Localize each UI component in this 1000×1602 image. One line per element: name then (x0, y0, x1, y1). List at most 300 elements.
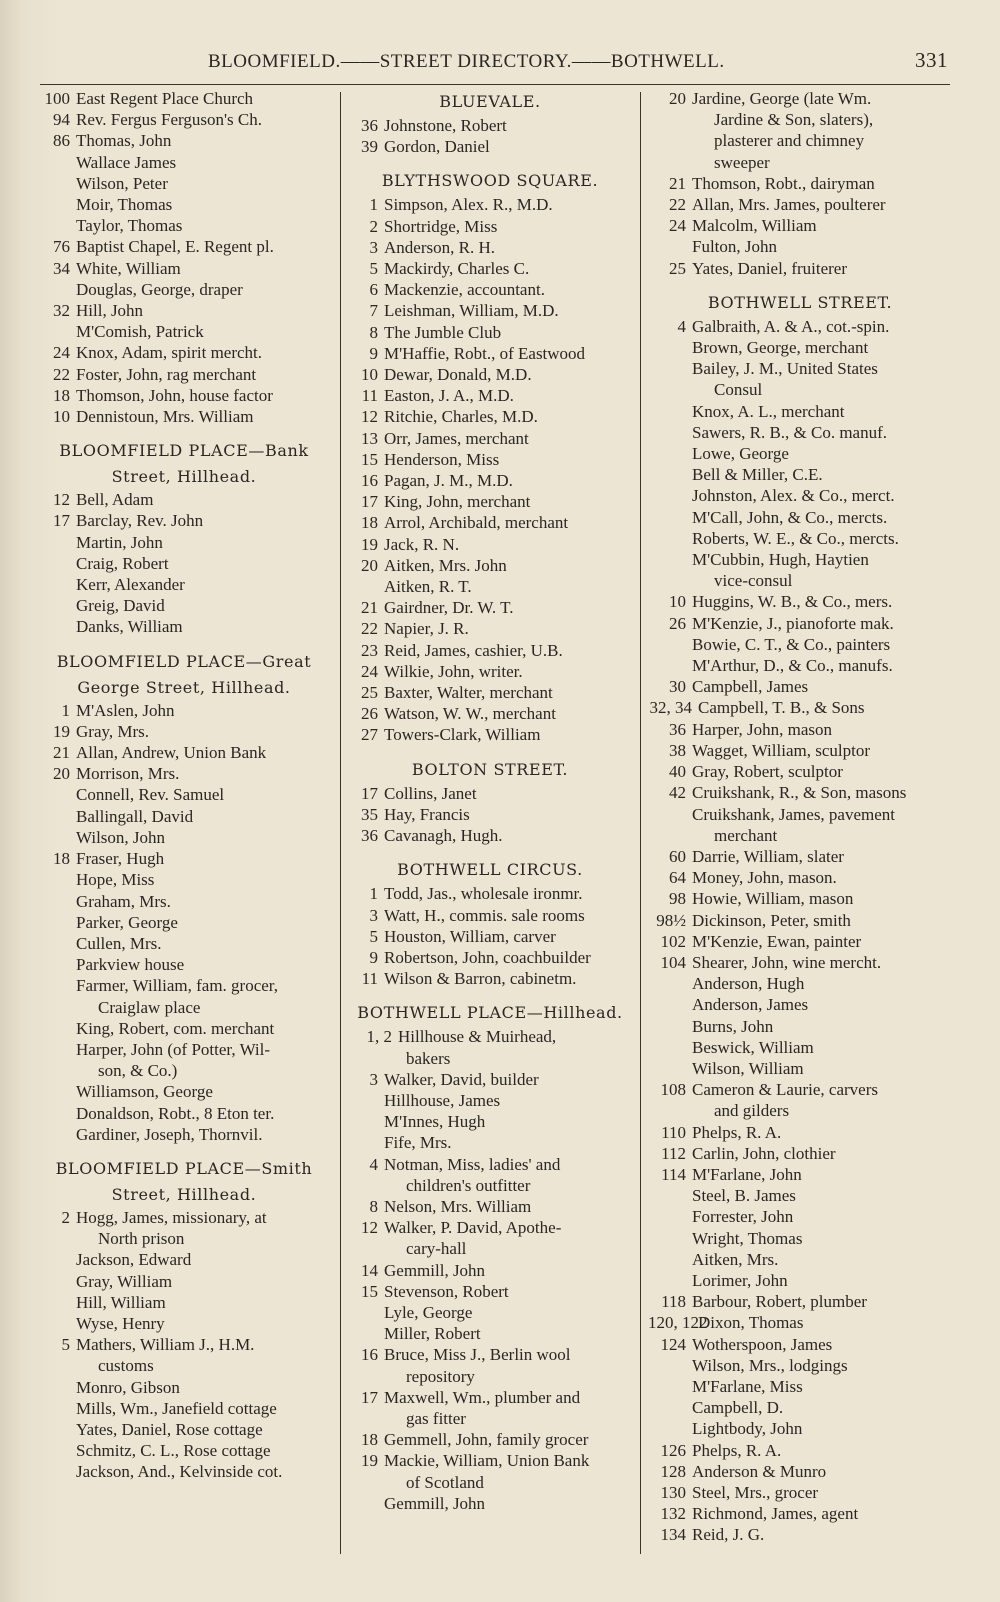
directory-entry (648, 485, 952, 506)
directory-entry (348, 1069, 632, 1090)
house-number: 21 (361, 598, 378, 618)
street-heading (348, 88, 632, 115)
directory-entry (648, 337, 952, 358)
house-number (34, 1377, 76, 1398)
directory-entry (348, 597, 632, 618)
resident-name: Wallace James (76, 152, 177, 172)
house-number (34, 279, 76, 300)
directory-entry (648, 994, 952, 1015)
directory-entry (648, 1016, 952, 1037)
directory-entry (34, 194, 334, 215)
house-number (648, 1100, 692, 1121)
house-number (34, 1039, 76, 1060)
house-number (648, 1397, 692, 1418)
resident-name: Wilkie, John, writer. (384, 661, 523, 681)
house-number (34, 1461, 76, 1482)
house-number: 98 (669, 889, 686, 909)
resident-name: M'Haffie, Robt., of Eastwood (384, 343, 586, 363)
house-number (34, 1060, 76, 1081)
house-number: 38 (669, 740, 686, 760)
resident-name: Parker, George (76, 912, 178, 932)
street-heading (648, 289, 952, 316)
directory-entry (34, 406, 334, 427)
resident-name: Orr, James, merchant (384, 428, 529, 448)
directory-entry (34, 342, 334, 363)
directory-entry (348, 322, 632, 343)
street-heading (34, 437, 334, 489)
house-number: 4 (369, 1154, 378, 1174)
resident-name: Henderson, Miss (384, 449, 500, 469)
directory-entry (34, 553, 334, 574)
street-name: BOTHWELL PLACE—Hillhead. (357, 1003, 623, 1023)
house-number: 8 (369, 1196, 378, 1216)
directory-entry (348, 905, 632, 926)
resident-name: Ballingall, David (76, 806, 194, 826)
house-number: 10 (361, 365, 378, 385)
house-number (34, 574, 76, 595)
resident-name: Danks, William (76, 617, 183, 637)
resident-name: Wilson & Barron, cabinetm. (384, 969, 577, 989)
entry-continuation (34, 1060, 334, 1081)
house-number (348, 1366, 384, 1387)
directory-entry (34, 1313, 334, 1334)
house-number (348, 1302, 384, 1323)
house-number: 118 (661, 1292, 686, 1312)
house-number (648, 655, 692, 676)
resident-name: Consul (714, 380, 763, 400)
house-number (648, 443, 692, 464)
house-number (34, 194, 76, 215)
directory-entry (648, 888, 952, 909)
house-number: 36 (669, 719, 686, 739)
resident-name: Towers-Clark, William (384, 725, 541, 745)
directory-entry (34, 763, 334, 784)
house-number: 7 (369, 301, 378, 321)
house-number: 20 (669, 89, 686, 108)
directory-entry (34, 88, 334, 109)
street-heading (348, 756, 632, 783)
resident-name: Johnston, Alex. & Co., merct. (692, 486, 895, 506)
resident-name: Johnstone, Robert (384, 116, 507, 135)
house-number (34, 532, 76, 553)
house-number: 1, 2 (366, 1027, 392, 1047)
house-number: 98½ (656, 910, 686, 930)
house-number: 16 (361, 1345, 378, 1365)
house-number: 39 (361, 137, 378, 157)
directory-entry (348, 926, 632, 947)
directory-entry (648, 194, 952, 215)
house-number: 12 (361, 407, 378, 427)
resident-name: Lightbody, John (692, 1419, 803, 1439)
resident-name: Mackie, William, Union Bank (384, 1451, 590, 1471)
directory-entry (648, 804, 952, 825)
resident-name: Morrison, Mrs. (76, 764, 180, 784)
resident-name: Phelps, R. A. (692, 1440, 782, 1460)
entry-continuation (648, 109, 952, 130)
directory-entry (348, 1387, 632, 1408)
directory-entry (348, 1132, 632, 1153)
directory-entry (648, 719, 952, 740)
resident-name: Steel, Mrs., grocer (692, 1483, 819, 1502)
resident-name: Stevenson, Robert (384, 1281, 509, 1301)
house-number (348, 1175, 384, 1196)
house-number (34, 1292, 76, 1313)
house-number (34, 1271, 76, 1292)
resident-name: Williamson, George (76, 1082, 213, 1102)
entry-continuation (34, 997, 334, 1018)
entry-continuation (648, 130, 952, 151)
resident-name: Collins, Janet (384, 783, 477, 803)
resident-name: Wilson, John (76, 827, 166, 847)
house-number: 104 (660, 952, 686, 972)
directory-entry (348, 115, 632, 136)
directory-entry (648, 464, 952, 485)
directory-entry (648, 358, 952, 379)
directory-entry (34, 1398, 334, 1419)
resident-name: Shortridge, Miss (384, 216, 498, 236)
resident-name: Shearer, John, wine mercht. (692, 952, 882, 972)
resident-name: Phelps, R. A. (692, 1122, 782, 1142)
house-number: 40 (669, 762, 686, 782)
house-number (34, 912, 76, 933)
house-number: 17 (361, 492, 378, 512)
house-number (348, 576, 384, 597)
house-number: 13 (361, 428, 378, 448)
house-number (348, 1111, 384, 1132)
directory-entry (648, 1482, 952, 1503)
directory-entry (348, 783, 632, 804)
resident-name: M'Farlane, Miss (692, 1376, 803, 1396)
resident-name: Ritchie, Charles, M.D. (384, 407, 538, 427)
resident-name: Farmer, William, fam. grocer, (76, 976, 279, 996)
house-number (34, 1419, 76, 1440)
house-number: 19 (361, 1451, 378, 1471)
directory-entry (648, 236, 952, 257)
house-number: 26 (669, 613, 686, 633)
directory-entry (348, 1302, 632, 1323)
resident-name: M'Arthur, D., & Co., manufs. (692, 656, 893, 676)
house-number (34, 784, 76, 805)
resident-name: Watt, H., commis. sale rooms (384, 905, 585, 925)
directory-entry (34, 1377, 334, 1398)
resident-name: Money, John, mason. (692, 868, 837, 888)
street-locality: George Street, Hillhead. (77, 677, 291, 697)
directory-entry (34, 1207, 334, 1228)
street-heading (34, 648, 334, 700)
directory-entry (348, 555, 632, 576)
resident-name: Rev. Fergus Ferguson's Ch. (76, 110, 262, 130)
directory-entry (348, 364, 632, 385)
resident-name: Forrester, John (692, 1207, 794, 1227)
resident-name: Connell, Rev. Samuel (76, 785, 225, 805)
house-number: 17 (361, 1387, 378, 1407)
directory-entry (348, 1217, 632, 1238)
house-number (34, 1081, 76, 1102)
house-number: 134 (660, 1525, 686, 1545)
resident-name: Galbraith, A. & A., cot.-spin. (692, 316, 890, 336)
directory-entry (648, 549, 952, 570)
house-number: 128 (660, 1461, 686, 1481)
house-number: 16 (361, 471, 378, 491)
directory-entry (34, 510, 334, 531)
resident-name: M'Kenzie, Ewan, painter (692, 931, 862, 951)
directory-entry (348, 804, 632, 825)
directory-entry (648, 782, 952, 803)
directory-entry (348, 237, 632, 258)
directory-entry (648, 316, 952, 337)
house-number: 19 (361, 534, 378, 554)
house-number: 15 (361, 1281, 378, 1301)
house-number (34, 1103, 76, 1124)
directory-entry (648, 655, 952, 676)
house-number: 32, 34 (649, 698, 692, 718)
resident-name: Fife, Mrs. (384, 1133, 452, 1153)
directory-entry (648, 613, 952, 634)
house-number (648, 379, 692, 400)
directory-entry (34, 130, 334, 151)
entry-continuation (648, 152, 952, 173)
resident-name: Aitken, Mrs. John (384, 555, 507, 575)
directory-entry (348, 1154, 632, 1175)
house-number (34, 1440, 76, 1461)
resident-name: M'Farlane, John (692, 1164, 802, 1184)
directory-entry (648, 1206, 952, 1227)
directory-entry (348, 968, 632, 989)
directory-entry (648, 1397, 952, 1418)
directory-entry (34, 1249, 334, 1270)
house-number: 19 (53, 721, 70, 741)
house-number (648, 401, 692, 422)
directory-entry (34, 1039, 334, 1060)
entry-continuation (648, 379, 952, 400)
resident-name: gas fitter (406, 1408, 466, 1428)
directory-entry (648, 1418, 952, 1439)
entry-continuation (348, 1472, 632, 1493)
house-number (648, 109, 692, 130)
resident-name: Sawers, R. B., & Co. manuf. (692, 422, 888, 442)
resident-name: Greig, David (76, 596, 165, 616)
directory-entry (648, 1122, 952, 1143)
resident-name: Taylor, Thomas (76, 216, 183, 236)
house-number (348, 1048, 384, 1069)
resident-name: Campbell, D. (692, 1398, 784, 1418)
page-header (208, 48, 948, 82)
resident-name: Thomas, John (76, 131, 172, 151)
resident-name: Campbell, T. B., & Sons (698, 698, 865, 718)
directory-entry (648, 1503, 952, 1524)
house-number: 114 (661, 1164, 686, 1184)
directory-entry (34, 912, 334, 933)
house-number (648, 1249, 692, 1270)
house-number: 3 (369, 237, 378, 257)
directory-entry (348, 1429, 632, 1450)
directory-entry (648, 1291, 952, 1312)
resident-name: Graham, Mrs. (76, 891, 171, 911)
directory-entry (348, 724, 632, 745)
resident-name: Bowie, C. T., & Co., painters (692, 634, 891, 654)
resident-name: Jackson, Edward (76, 1250, 192, 1270)
directory-entry (348, 258, 632, 279)
house-number: 130 (660, 1483, 686, 1502)
resident-name: Beswick, William (692, 1037, 814, 1057)
resident-name: Craiglaw place (98, 997, 201, 1017)
resident-name: cary-hall (406, 1239, 467, 1259)
house-number (648, 804, 692, 825)
resident-name: Walker, P. David, Apothe- (384, 1218, 562, 1238)
directory-entry (648, 443, 952, 464)
directory-entry (348, 343, 632, 364)
resident-name: M'Kenzie, J., pianoforte mak. (692, 613, 894, 633)
directory-entry (648, 1037, 952, 1058)
house-number: 24 (361, 661, 378, 681)
resident-name: East Regent Place Church (76, 89, 254, 108)
resident-name: Lorimer, John (692, 1270, 788, 1290)
house-number (648, 152, 692, 173)
resident-name: Baptist Chapel, E. Regent pl. (76, 237, 274, 257)
directory-entry (648, 1270, 952, 1291)
resident-name: Carlin, John, clothier (692, 1143, 836, 1163)
resident-name: merchant (714, 825, 778, 845)
house-number: 42 (669, 783, 686, 803)
resident-name: Gemmill, John (384, 1493, 486, 1513)
directory-entry (34, 109, 334, 130)
house-number: 25 (669, 258, 686, 278)
directory-entry (34, 1334, 334, 1355)
house-number: 108 (660, 1080, 686, 1100)
directory-entry (34, 236, 334, 257)
house-number (648, 1206, 692, 1227)
house-number: 9 (369, 343, 378, 363)
resident-name: Wilson, Peter (76, 173, 168, 193)
resident-name: Bruce, Miss J., Berlin wool (384, 1345, 571, 1365)
house-number (648, 1228, 692, 1249)
resident-name: Aitken, Mrs. (692, 1249, 779, 1269)
resident-name: Hill, William (76, 1292, 166, 1312)
house-number (648, 130, 692, 151)
resident-name: King, John, merchant (384, 492, 531, 512)
resident-name: Bell & Miller, C.E. (692, 465, 823, 485)
resident-name: Gray, William (76, 1271, 173, 1291)
directory-entry (648, 740, 952, 761)
directory-entry (648, 676, 952, 697)
house-number (348, 1090, 384, 1111)
resident-name: Cruikshank, R., & Son, masons (692, 783, 907, 803)
directory-entry (348, 576, 632, 597)
house-number: 18 (361, 513, 378, 533)
directory-entry (34, 784, 334, 805)
house-number: 120, 122 (648, 1313, 708, 1333)
resident-name: Baxter, Walter, merchant (384, 683, 553, 703)
resident-name: Yates, Daniel, Rose cottage (76, 1419, 263, 1439)
street-locality: Street, Hillhead. (111, 467, 257, 487)
directory-entry (348, 703, 632, 724)
resident-name: Foster, John, rag merchant (76, 364, 257, 384)
column-left (34, 88, 334, 1483)
house-number: 1 (369, 884, 378, 904)
resident-name: M'Cubbin, Hugh, Haytien (692, 550, 869, 570)
resident-name: Gordon, Daniel (384, 137, 490, 157)
house-number (34, 891, 76, 912)
directory-entry (648, 422, 952, 443)
resident-name: Maxwell, Wm., plumber and (384, 1387, 581, 1407)
house-number (34, 616, 76, 637)
resident-name: Schmitz, C. L., Rose cottage (76, 1441, 271, 1461)
directory-entry (348, 1281, 632, 1302)
directory-entry (648, 1355, 952, 1376)
house-number: 22 (669, 195, 686, 215)
house-number: 76 (53, 237, 70, 257)
house-number (648, 337, 692, 358)
resident-name: M'Comish, Patrick (76, 322, 204, 342)
directory-entry (348, 385, 632, 406)
directory-entry (34, 215, 334, 236)
street-heading (348, 167, 632, 194)
resident-name: and gilders (714, 1101, 790, 1121)
header-rule (40, 84, 950, 85)
house-number: 94 (53, 110, 70, 130)
resident-name: Bailey, J. M., United States (692, 359, 878, 379)
resident-name: Allan, Andrew, Union Bank (76, 743, 267, 763)
resident-name: M'Call, John, & Co., mercts. (692, 507, 888, 527)
directory-entry (648, 401, 952, 422)
entry-continuation (348, 1408, 632, 1429)
directory-entry (348, 1196, 632, 1217)
resident-name: Arrol, Archibald, merchant (384, 513, 569, 533)
house-number: 25 (361, 683, 378, 703)
resident-name: M'Innes, Hugh (384, 1112, 486, 1132)
resident-name: Hillhouse, James (384, 1090, 501, 1110)
directory-entry (34, 700, 334, 721)
directory-entry (648, 88, 952, 109)
house-number (34, 1313, 76, 1334)
street-locality: Street, Hillhead. (111, 1184, 257, 1204)
directory-entry (348, 1111, 632, 1132)
resident-name: Harper, John (of Potter, Wil- (76, 1039, 271, 1059)
house-number (34, 1398, 76, 1419)
resident-name: Aitken, R. T. (384, 577, 472, 597)
directory-entry (34, 1440, 334, 1461)
resident-name: vice-consul (714, 571, 793, 591)
resident-name: Wotherspoon, James (692, 1334, 833, 1354)
directory-entry (648, 634, 952, 655)
resident-name: Knox, A. L., merchant (692, 401, 845, 421)
directory-entry (34, 1081, 334, 1102)
resident-name: of Scotland (406, 1472, 484, 1492)
directory-entry (648, 1312, 952, 1333)
house-number (648, 973, 692, 994)
directory-entry (348, 279, 632, 300)
house-number: 11 (361, 386, 378, 406)
house-number: 12 (53, 490, 70, 510)
directory-entry (348, 1493, 632, 1514)
directory-entry (648, 1249, 952, 1270)
house-number: 110 (661, 1122, 686, 1142)
resident-name: Houston, William, carver (384, 926, 556, 946)
resident-name: Leishman, William, M.D. (384, 301, 559, 321)
resident-name: Jardine, George (late Wm. (692, 89, 872, 108)
resident-name: Gray, Robert, sculptor (692, 762, 843, 782)
directory-entry (348, 947, 632, 968)
resident-name: Dixon, Thomas (698, 1313, 804, 1333)
house-number: 112 (661, 1143, 686, 1163)
house-number (648, 1185, 692, 1206)
directory-entry (34, 258, 334, 279)
directory-entry (348, 1344, 632, 1365)
street-heading (348, 856, 632, 883)
street-name: BLUEVALE. (439, 92, 541, 111)
directory-entry (648, 1440, 952, 1461)
directory-entry (648, 1143, 952, 1164)
